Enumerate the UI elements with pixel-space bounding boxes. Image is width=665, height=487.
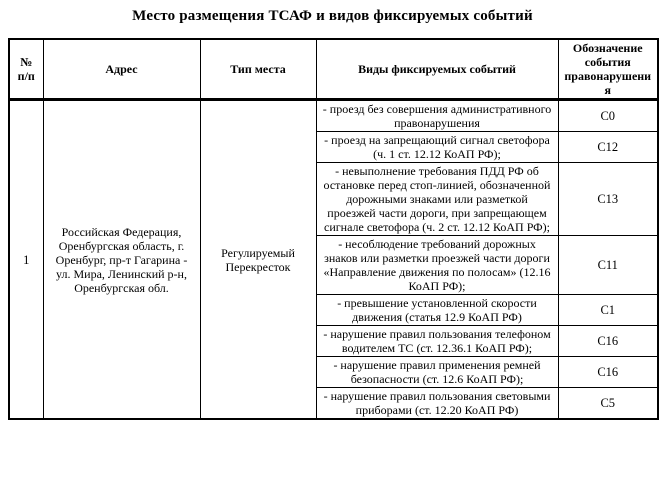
col-header-address: Адрес [43,39,200,100]
table-body [9,100,658,420]
tsaf-events-table [8,38,659,420]
event-code-cell: C5 [558,388,658,420]
event-code-cell: C12 [558,132,658,163]
col-header-number: № п/п [9,39,43,100]
event-text-cell: - невыполнение требования ПДД РФ об остановке перед стоп-линией, обозначенной дорожными знаками или разметкой проезжей части дороги, при запрещающем сигнале светофора (ч. 2 ст. 12.12 КоАП РФ); [316,163,558,236]
place-type-cell: Регулируемый Перекресток [200,100,316,420]
table-header [9,39,658,100]
col-header-place-type: Тип места [200,39,316,100]
event-text-cell: - нарушение правил пользования телефоном водителем ТС (ст. 12.36.1 КоАП РФ); [316,326,558,357]
page-title: Место размещения ТСАФ и видов фиксируемых событий [132,8,533,24]
header-row [9,39,658,100]
col-header-event-types: Виды фиксируемых событий [316,39,558,100]
event-code-cell: C0 [558,100,658,132]
col-header-violation-code: Обозначение события правонарушения [558,39,658,100]
event-text-cell: - нарушение правил применения ремней безопасности (ст. 12.6 КоАП РФ); [316,357,558,388]
event-text-cell: - проезд на запрещающий сигнал светофора (ч. 1 ст. 12.12 КоАП РФ); [316,132,558,163]
table-row [9,100,658,132]
address-cell: Российская Федерация, Оренбургская область, г. Оренбург, пр-т Гагарина - ул. Мира, Ленинский р-н, Оренбургская обл. [43,100,200,420]
event-code-cell: C16 [558,357,658,388]
event-text-cell: - несоблюдение требований дорожных знаков или разметки проезжей части дороги «Направление движения по полосам» (12.16 КоАП РФ); [316,236,558,295]
event-text-cell: - проезд без совершения административного правонарушения [316,100,558,132]
row-number-cell: 1 [9,100,43,420]
event-code-cell: C16 [558,326,658,357]
event-code-cell: C11 [558,236,658,295]
event-code-cell: C1 [558,295,658,326]
event-text-cell: - нарушение правил пользования световыми приборами (ст. 12.20 КоАП РФ) [316,388,558,420]
event-text-cell: - превышение установленной скорости движения (статья 12.9 КоАП РФ) [316,295,558,326]
event-code-cell: C13 [558,163,658,236]
